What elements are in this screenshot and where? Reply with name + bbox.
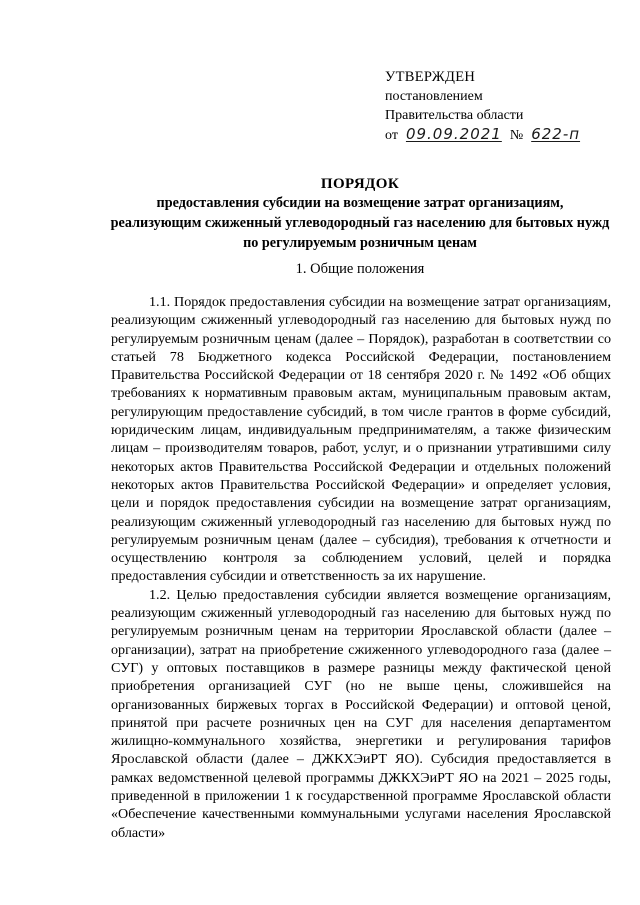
approval-block (385, 68, 580, 145)
approval-date-row (385, 125, 580, 145)
approval-line-government: Правительства области (385, 108, 524, 123)
paragraph-1-2: 1.2. Целью предоставления субсидии является возмещение организациям, реализующим сжиженный углеводородный газ населению для бытовых нужд по регулируемым розничным ценам на территории Ярославской области (далее – организации), затрат на приобретение сжиженного углеводородного газа (далее – СУГ) у оптовых поставщиков в размере разницы между фактической ценой приобретения организацией СУГ (но не выше цены, сложившейся на организованных биржевых торгах в Российской Федерации) и оптовой ценой, принятой при расчете розничных цен на СУГ для населения департаментом жилищно-коммунального хозяйства, энергетики и регулирования тарифов Ярославской области (далее – ДЖКХЭиРТ ЯО). Субсидия предоставляется в рамках ведомственной целевой программы ДЖКХЭиРТ ЯО на 2021 – 2025 годы, приведенной в приложении 1 к государственной программе Ярославской области «Обеспечение качественными коммунальными услугами населения Ярославской области» (111, 586, 611, 841)
from-label: от (385, 128, 398, 143)
paragraph-1-1: 1.1. Порядок предоставления субсидии на возмещение затрат организациям, реализующим сжиженный углеводородный газ населению для бытовых нужд по регулируемым розничным ценам (далее – Порядок), разработан в соответствии со статьей 78 Бюджетного кодекса Российской Федерации, постановлением Правительства Российской Федерации от 18 сентября 2020 г. № 1492 «Об общих требованиях к нормативным правовым актам, муниципальным правовым актам, регулирующим предоставление субсидий, в том числе грантов в форме субсидий, юридическим лицам, индивидуальным предпринимателям, а также физическим лицам – производителям товаров, работ, услуг, и о признании утратившими силу некоторых актов Правительства Российской Федерации и отдельных положений некоторых актов Правительства Российской Федерации» и определяет условия, цели и порядок предоставления субсидии на возмещение затрат организациям, реализующим сжиженный углеводородный газ населению для бытовых нужд по регулируемым розничным ценам (далее – субсидия), требования к отчетности и осуществлению контроля за соблюдением условий, целей и порядка предоставления субсидии и ответственность за их нарушение. (111, 294, 611, 585)
number-sign: № (509, 128, 524, 143)
approval-line-resolution: постановлением (385, 89, 483, 104)
document-subtitle: предоставления субсидии на возмещение затрат организациям, реализующим сжиженный углеводородный газ населению для бытовых нужд по регулируемым розничным ценам (110, 195, 610, 251)
approval-date: 09.09.2021 (405, 125, 502, 143)
document-title: ПОРЯДОК (320, 176, 400, 192)
approval-number: 622-п (531, 125, 581, 143)
document-body (111, 293, 611, 842)
section-heading: 1. Общие положения (295, 261, 425, 277)
approved-label: УТВЕРЖДЕН (385, 69, 476, 85)
